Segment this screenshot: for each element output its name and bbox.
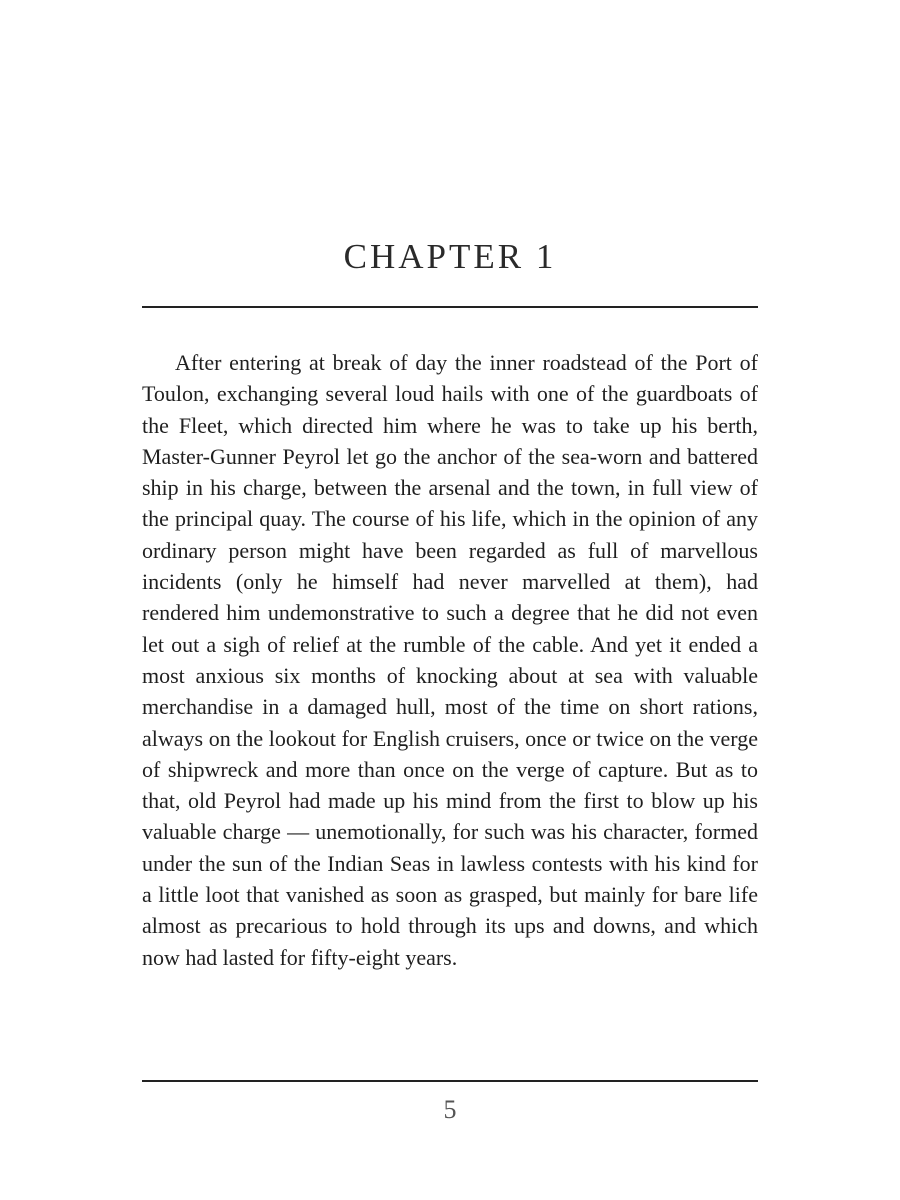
chapter-title: CHAPTER 1 [343,237,557,276]
top-divider [142,306,758,308]
bottom-divider [142,1080,758,1082]
body-paragraph: After entering at break of day the inner roadstead of the Port of Toulon, exchanging several loud hails with one of the guardboats of the Fleet, which directed him where he was to take up his berth, Master-Gunner Peyrol let go the anchor of the sea-worn and battered ship in his charge, between the arsenal and the town, in full view of the principal quay. The course of his life, which in the opinion of any ordinary person might have been regarded as full of marvellous incidents (only he himself had never marvelled at them), had rendered him undemonstrative to such a degree that he did not even let out a sigh of relief at the rumble of the cable. And yet it ended a most anxious six months of knocking about at sea with valuable merchandise in a damaged hull, most of the time on short rations, always on the lookout for English cruisers, once or twice on the verge of shipwreck and more than once on the verge of capture. But as to that, old Peyrol had made up his mind from the first to blow up his valuable charge — unemotionally, for such was his character, formed under the sun of the Indian Seas in lawless contests with his kind for a little loot that vanished as soon as grasped, but mainly for bare life almost as precarious to hold through its ups and downs, and which now had lasted for fifty-eight years. [142,350,758,970]
page-number: 5 [443,1095,457,1124]
